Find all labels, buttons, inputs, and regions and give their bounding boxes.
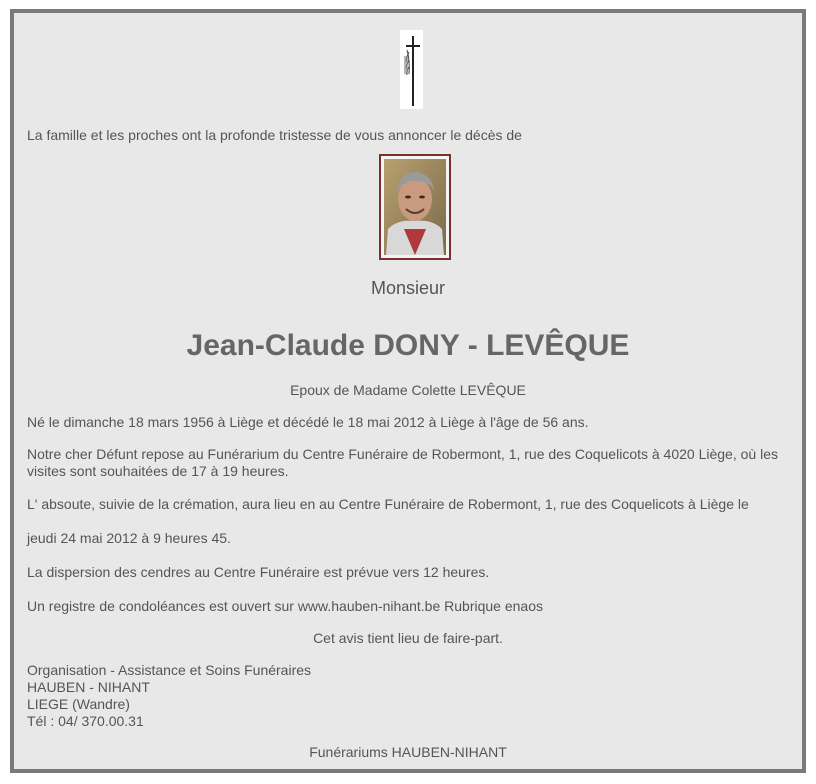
portrait-photo [384, 159, 446, 255]
organisation-line-3: LIEGE (Wandre) [27, 696, 130, 712]
dispersion-line: La dispersion des cendres au Centre Funéraire est prévue vers 12 heures. [27, 564, 490, 580]
deceased-name: Jean-Claude DONY - LEVÊQUE [186, 329, 630, 362]
register-line: Un registre de condoléances est ouvert sur www.hauben-nihant.be Rubrique enaos [27, 598, 543, 614]
organisation-line-2: HAUBEN - NIHANT [27, 679, 150, 695]
ceremony-date: jeudi 24 mai 2012 à 9 heures 45. [27, 530, 231, 546]
obituary-card [10, 9, 806, 773]
cross-with-wheat-icon [400, 30, 423, 109]
absolution-line: L' absoute, suivie de la crémation, aura lieu en au Centre Funéraire de Robermont, 1, rue des Coquelicots à Liège le [27, 496, 749, 512]
intro-text: La famille et les proches ont la profonde tristesse de vous annoncer le décès de [27, 127, 522, 143]
notice-line: Cet avis tient lieu de faire-part. [313, 630, 503, 646]
honorific: Monsieur [370, 278, 446, 298]
organisation-phone: Tél : 04/ 370.00.31 [27, 713, 144, 729]
birth-death-line: Né le dimanche 18 mars 1956 à Liège et décédé le 18 mai 2012 à Liège à l'âge de 56 ans. [27, 414, 589, 430]
spouse-line: Epoux de Madame Colette LEVÊQUE [290, 382, 526, 398]
organisation-line-1: Organisation - Assistance et Soins Funéraires [27, 662, 312, 678]
footer-text: Funérariums HAUBEN-NIHANT [309, 744, 507, 760]
rest-paragraph: Notre cher Défunt repose au Funérarium du Centre Funéraire de Robermont, 1, rue des Coquelicots à 4020 Liège, où les visites sont souhaitées de 17 à 19 heures. [27, 446, 778, 479]
portrait-frame [379, 154, 451, 260]
